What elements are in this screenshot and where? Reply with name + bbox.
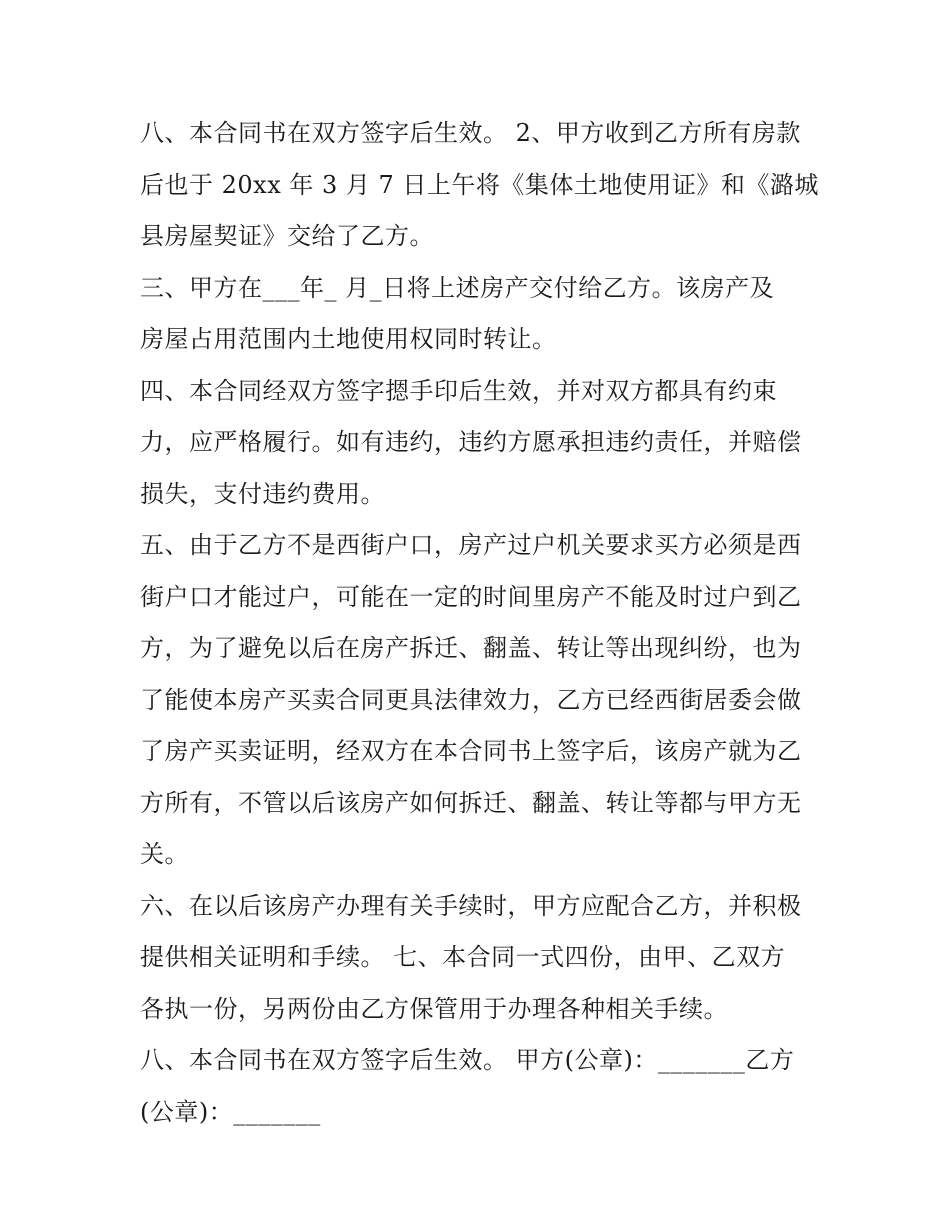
text-line: 关。 [140,840,189,868]
text-line: 房屋占用范围内土地使用权同时转让。 [140,325,557,353]
document-body [140,108,820,1138]
text-line: 各执一份，另两份由乙方保管用于办理各种相关手续。 [140,994,728,1023]
text-line: 力，应严格履行。如有违约，违约方愿承担违约责任，并赔偿 [140,428,802,456]
text-line: 方所有，不管以后该房产如何拆迁、翻盖、转让等都与甲方无 [140,788,802,817]
text-line: 了房产买卖证明，经双方在本合同书上签字后，该房产就为乙 [140,737,802,765]
text-line: 提供相关证明和手续。 七、本合同一式四份，由甲、乙双方 [140,943,786,971]
text-line: 方，为了避免以后在房产拆迁、翻盖、转让等出现纠纷，也为 [140,634,802,662]
text-line: 四、本合同经双方签字摁手印后生效，并对双方都具有约束 [140,376,777,405]
text-line: 六、在以后该房产办理有关手续时，甲方应配合乙方，并积极 [140,891,802,920]
text-line: 了能使本房产买卖合同更具法律效力，乙方已经西街居委会做 [140,685,802,714]
text-line: 后也于 20xx 年 3 月 7 日上午将《集体土地使用证》和《潞城 [140,170,819,199]
text-line: 损失，支付违约费用。 [140,479,385,508]
text-line: 县房屋契证》交给了乙方。 [140,222,434,250]
text-line: 八、本合同书在双方签字后生效。 甲方(公章)：_______乙方 [140,1046,795,1074]
text-line: 街户口才能过户，可能在一定的时间里房产不能及时过户到乙 [140,582,802,611]
text-line: 五、由于乙方不是西街户口，房产过户机关要求买方必须是西 [140,531,802,559]
text-line: (公章)：_______ [140,1097,321,1126]
text-line: 八、本合同书在双方签字后生效。 2、甲方收到乙方所有房款 [140,119,801,147]
text-line: 三、甲方在___年_ 月_日将上述房产交付给乙方。该房产及 [140,273,775,302]
